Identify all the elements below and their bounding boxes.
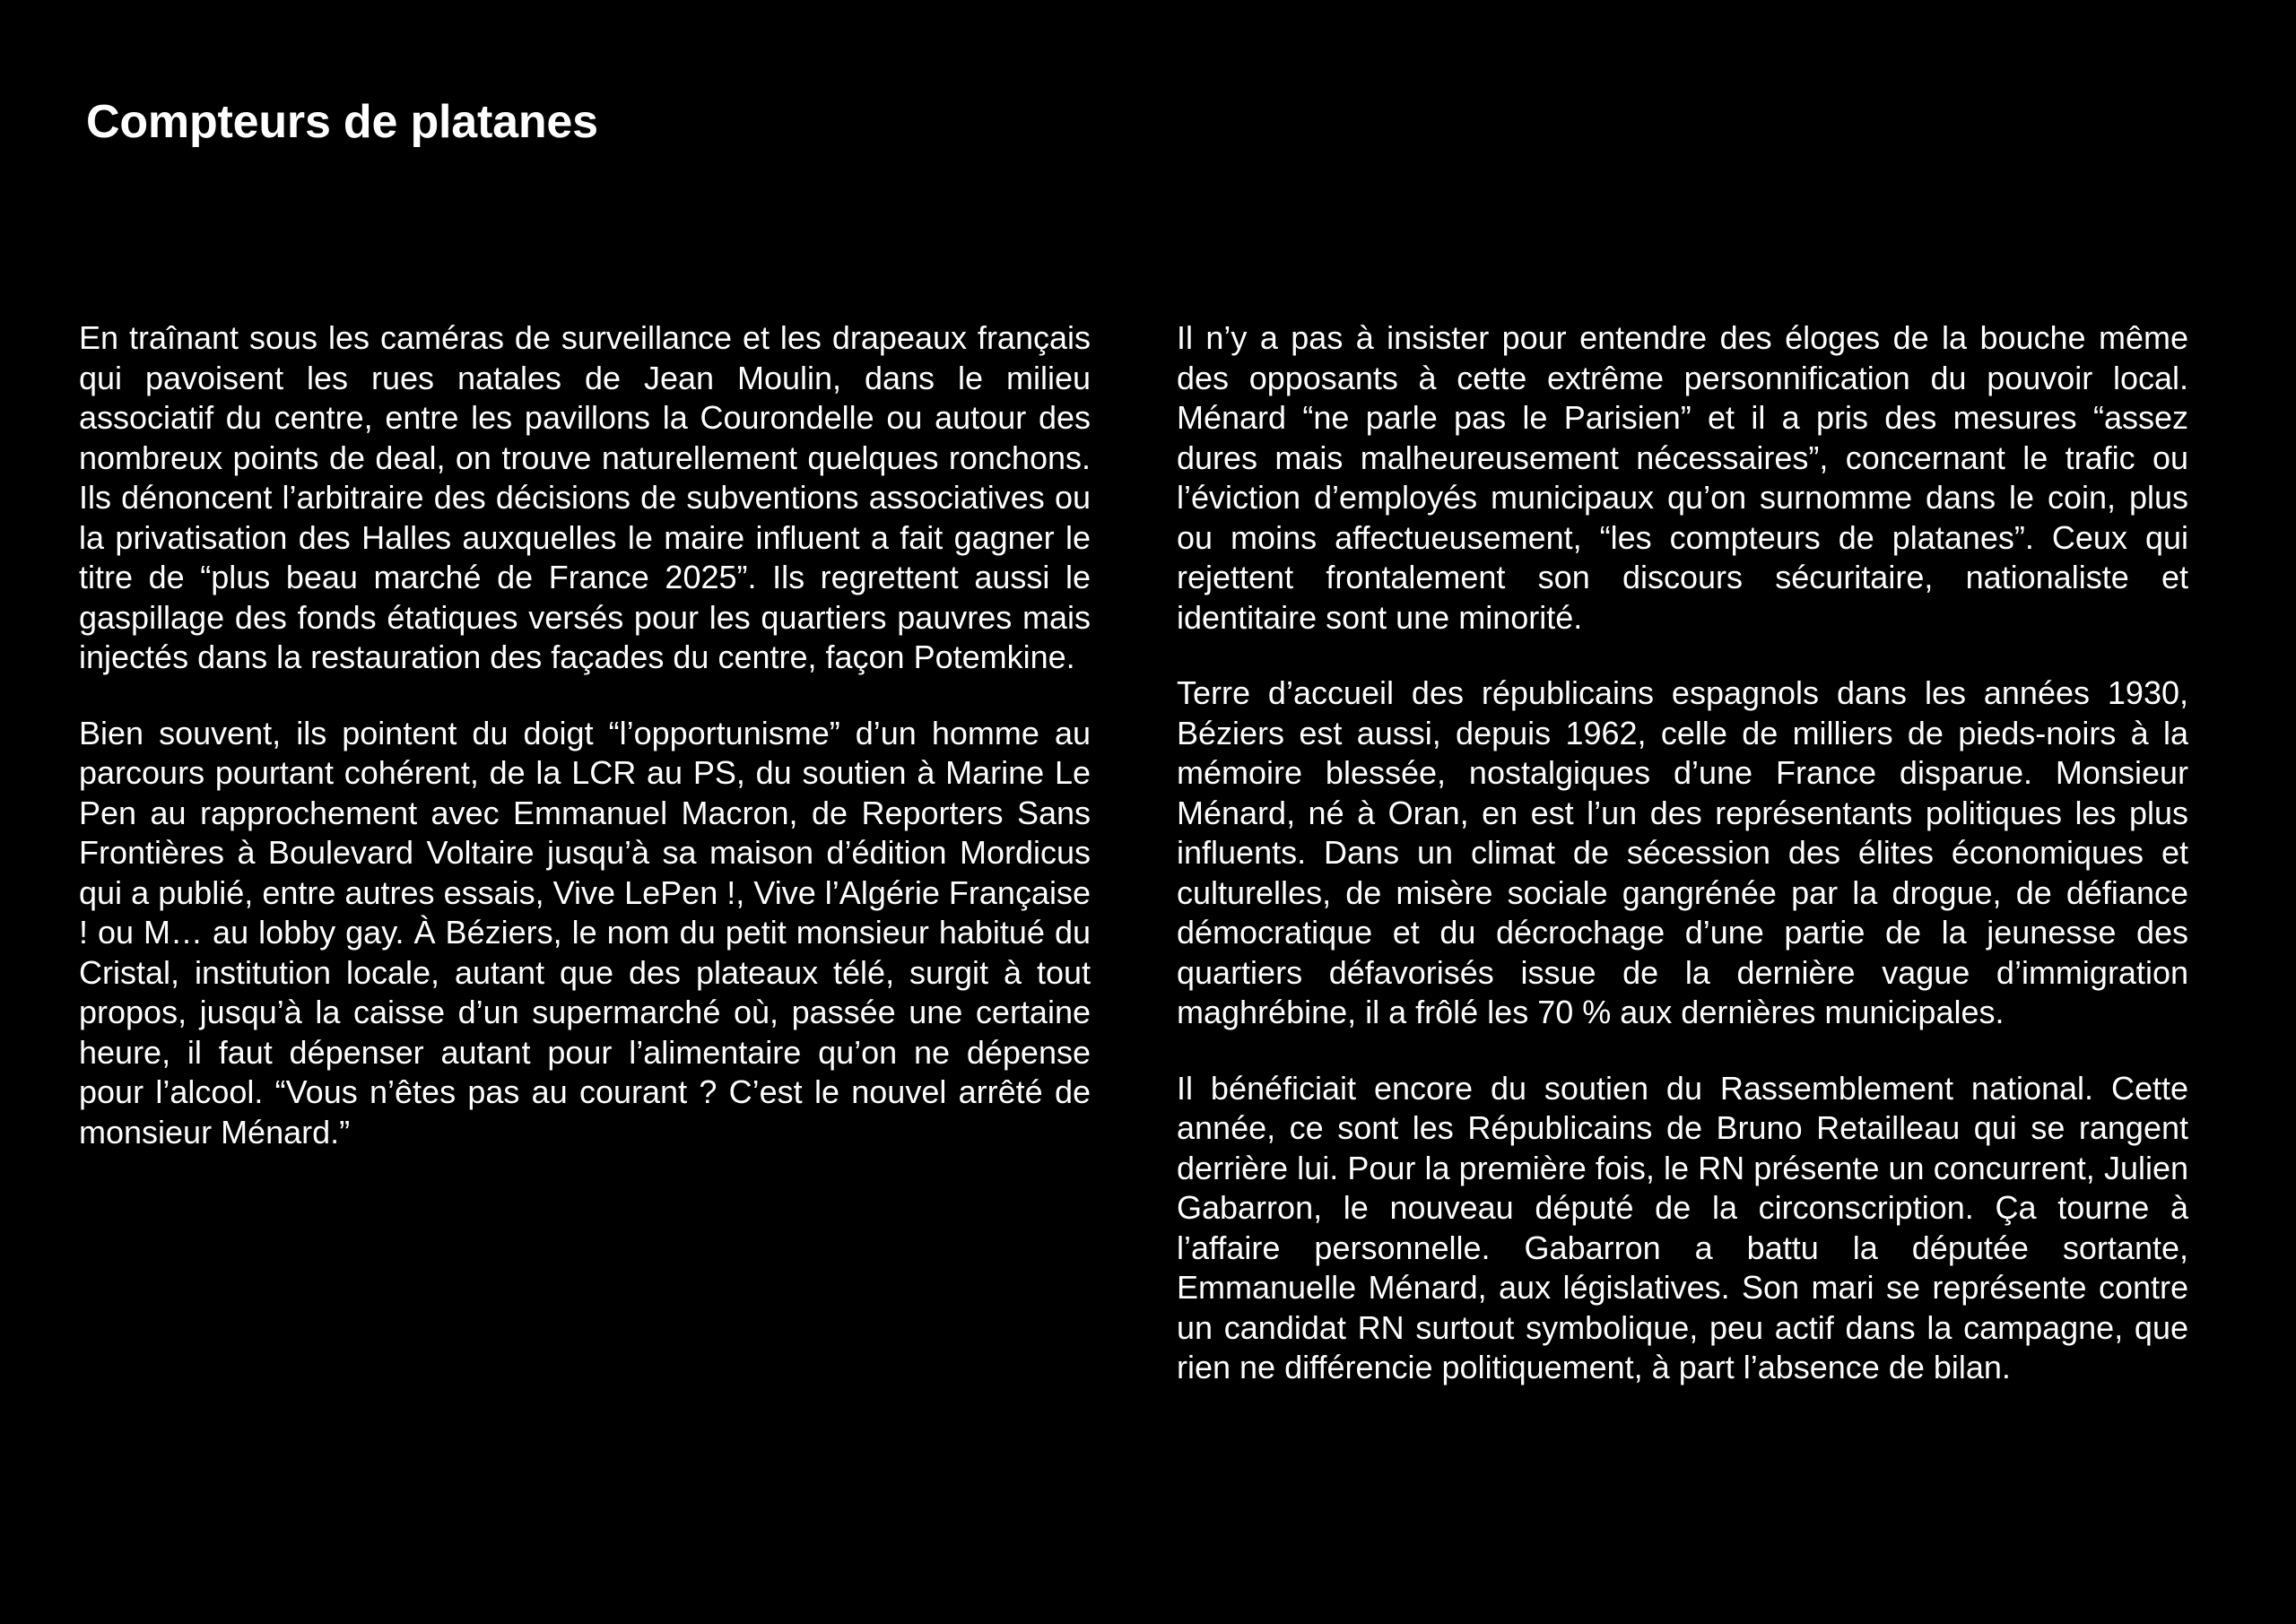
paragraph: En traînant sous les caméras de surveillance et les drapeaux français qui pavoisent les rues natales de Jean Moulin, dans le milieu associatif du centre, entre les pavillons la Courondelle ou autour des nombreux points de deal, on trouve naturellement quelques ronchons. Ils dénoncent l’arbitraire des décisions de subventions associatives ou la privatisation des Halles auxquelles le maire influent a fait gagner le titre de “plus beau marché de France 2025”. Ils regrettent aussi le gaspillage des fonds étatiques versés pour les quartiers pauvres mais injectés dans la restauration des façades du centre, façon Potemkine. xyxy=(79,319,1091,675)
page-title: Compteurs de platanes xyxy=(86,95,598,148)
right-column xyxy=(1177,318,2188,1388)
left-column xyxy=(79,318,1091,1152)
paragraph: Il bénéficiait encore du soutien du Rassemblement national. Cette année, ce sont les Républicains de Bruno Retailleau qui se rangent derrière lui. Pour la première fois, le RN présente un concurrent, Julien Gabarron, le nouveau député de la circonscription. Ça tourne à l’affaire personnelle. Gabarron a battu la députée sortante, Emmanuelle Ménard, aux législatives. Son mari se représente contre un candidat RN surtout symbolique, peu actif dans la campagne, que rien ne différencie politiquement, à part l’absence de bilan. xyxy=(1177,1069,2188,1385)
paragraph: Terre d’accueil des républicains espagnols dans les années 1930, Béziers est aussi, depuis 1962, celle de milliers de pieds-noirs à la mémoire blessée, nostalgiques d’une France disparue. Monsieur Ménard, né à Oran, en est l’un des représentants politiques les plus influents. Dans un climat de sécession des élites économiques et culturelles, de misère sociale gangrénée par la drogue, de défiance démocratique et du décrochage d’une partie de la jeunesse des quartiers défavorisés issue de la dernière vague d’immigration maghrébine, il a frôlé les 70 % aux dernières municipales. xyxy=(1177,674,2188,1030)
paragraph: Il n’y a pas à insister pour entendre des éloges de la bouche même des opposants à cette extrême personnification du pouvoir local. Ménard “ne parle pas le Parisien” et il a pris des mesures “assez dures mais malheureusement nécessaires”, concernant le trafic ou l’éviction d’employés municipaux qu’on surnomme dans le coin, plus ou moins affectueusement, “les compteurs de platanes”. Ceux qui rejettent frontalement son discours sécuritaire, nationaliste et identitaire sont une minorité. xyxy=(1177,319,2188,636)
article-columns xyxy=(79,318,2224,1388)
paragraph: Bien souvent, ils pointent du doigt “l’opportunisme” d’un homme au parcours pourtant cohérent, de la LCR au PS, du soutien à Marine Le Pen au rapprochement avec Emmanuel Macron, de Reporters Sans Frontières à Boulevard Voltaire jusqu’à sa maison d’édition Mordicus qui a publié, entre autres essais, Vive LePen !, Vive l’Algérie Française ! ou M… au lobby gay. À Béziers, le nom du petit monsieur habitué du Cristal, institution locale, autant que des plateaux télé, surgit à tout propos, jusqu’à la caisse d’un supermarché où, passée une certaine heure, il faut dépenser autant pour l’alimentaire qu’on ne dépense pour l’alcool. “Vous n’êtes pas au courant ? C’est le nouvel arrêté de monsieur Ménard.” xyxy=(79,714,1091,1151)
